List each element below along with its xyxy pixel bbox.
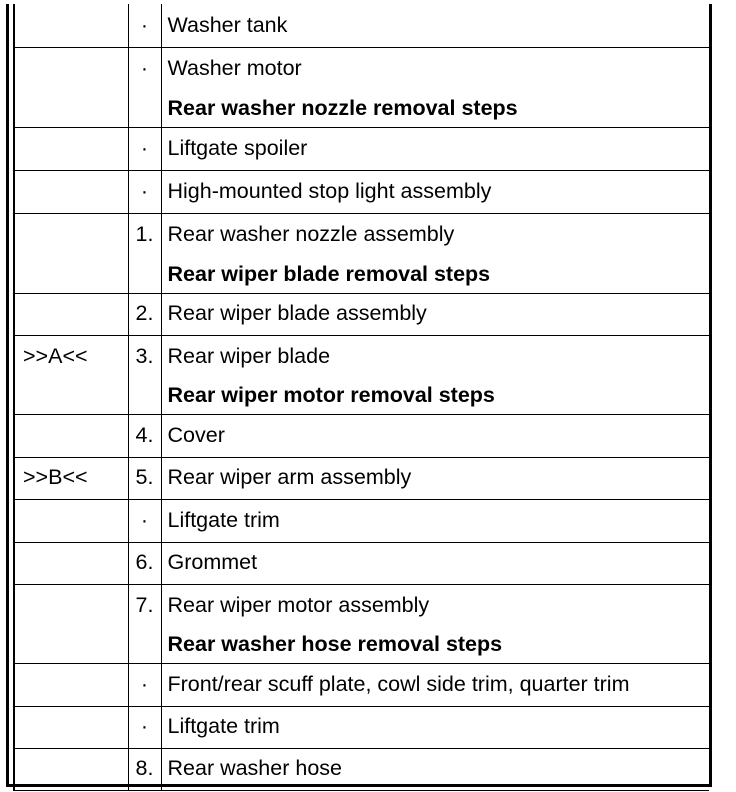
note-cell: [14, 414, 128, 457]
step-cell: ·: [128, 499, 161, 542]
step-cell: 7.: [128, 584, 161, 626]
description-cell: High-mounted stop light assembly: [161, 170, 709, 213]
description-cell: Grommet: [161, 542, 709, 584]
section-header-row: [14, 378, 709, 414]
table-row: [14, 663, 709, 706]
note-cell: [14, 663, 128, 706]
section-header-row: [14, 626, 709, 663]
table-row: [14, 499, 709, 542]
note-cell: >>A<<: [14, 335, 128, 378]
removal-steps-table: [13, 4, 709, 791]
table-row: [14, 47, 709, 90]
description-cell: Rear washer hose removal steps: [161, 626, 709, 663]
description-cell: Rear wiper blade removal steps: [161, 256, 709, 293]
section-header-row: [14, 90, 709, 127]
note-cell: [14, 170, 128, 213]
description-cell: Rear wiper motor assembly: [161, 584, 709, 626]
description-cell: Rear washer hose: [161, 748, 709, 790]
description-cell: Front/rear scuff plate, cowl side trim, quarter trim: [161, 663, 709, 706]
description-cell: Rear washer nozzle removal steps: [161, 90, 709, 127]
step-cell: ·: [128, 47, 161, 90]
description-cell: Rear wiper arm assembly: [161, 457, 709, 499]
step-cell: 5.: [128, 457, 161, 499]
note-cell: [14, 90, 128, 127]
note-cell: [14, 4, 128, 47]
table-row: [14, 170, 709, 213]
step-cell: [128, 378, 161, 414]
note-cell: [14, 378, 128, 414]
table-row: [14, 584, 709, 626]
step-cell: 2.: [128, 293, 161, 335]
table-row: [14, 748, 709, 790]
table-body: [14, 4, 709, 790]
table-row: [14, 335, 709, 378]
note-cell: [14, 293, 128, 335]
step-cell: ·: [128, 4, 161, 47]
description-cell: Cover: [161, 414, 709, 457]
step-cell: ·: [128, 170, 161, 213]
note-cell: >>B<<: [14, 457, 128, 499]
step-cell: [128, 90, 161, 127]
step-cell: 8.: [128, 748, 161, 790]
note-cell: [14, 748, 128, 790]
note-cell: [14, 584, 128, 626]
description-cell: Washer tank: [161, 4, 709, 47]
table-row: [14, 293, 709, 335]
note-cell: [14, 213, 128, 256]
description-cell: Rear washer nozzle assembly: [161, 213, 709, 256]
step-cell: [128, 626, 161, 663]
step-cell: 3.: [128, 335, 161, 378]
description-cell: Liftgate trim: [161, 706, 709, 748]
note-cell: [14, 127, 128, 170]
step-cell: ·: [128, 706, 161, 748]
step-cell: 1.: [128, 213, 161, 256]
table-row: [14, 4, 709, 47]
note-cell: [14, 626, 128, 663]
table-row: [14, 457, 709, 499]
table-row: [14, 414, 709, 457]
section-header-row: [14, 256, 709, 293]
table-row: [14, 127, 709, 170]
step-cell: ·: [128, 663, 161, 706]
step-cell: 4.: [128, 414, 161, 457]
step-cell: ·: [128, 127, 161, 170]
description-cell: Liftgate trim: [161, 499, 709, 542]
description-cell: Washer motor: [161, 47, 709, 90]
step-cell: 6.: [128, 542, 161, 584]
note-cell: [14, 499, 128, 542]
description-cell: Rear wiper motor removal steps: [161, 378, 709, 414]
table-row: [14, 213, 709, 256]
table-row: [14, 706, 709, 748]
step-cell: [128, 256, 161, 293]
note-cell: [14, 706, 128, 748]
description-cell: Rear wiper blade: [161, 335, 709, 378]
note-cell: [14, 542, 128, 584]
description-cell: Liftgate spoiler: [161, 127, 709, 170]
note-cell: [14, 47, 128, 90]
table-row: [14, 542, 709, 584]
description-cell: Rear wiper blade assembly: [161, 293, 709, 335]
note-cell: [14, 256, 128, 293]
